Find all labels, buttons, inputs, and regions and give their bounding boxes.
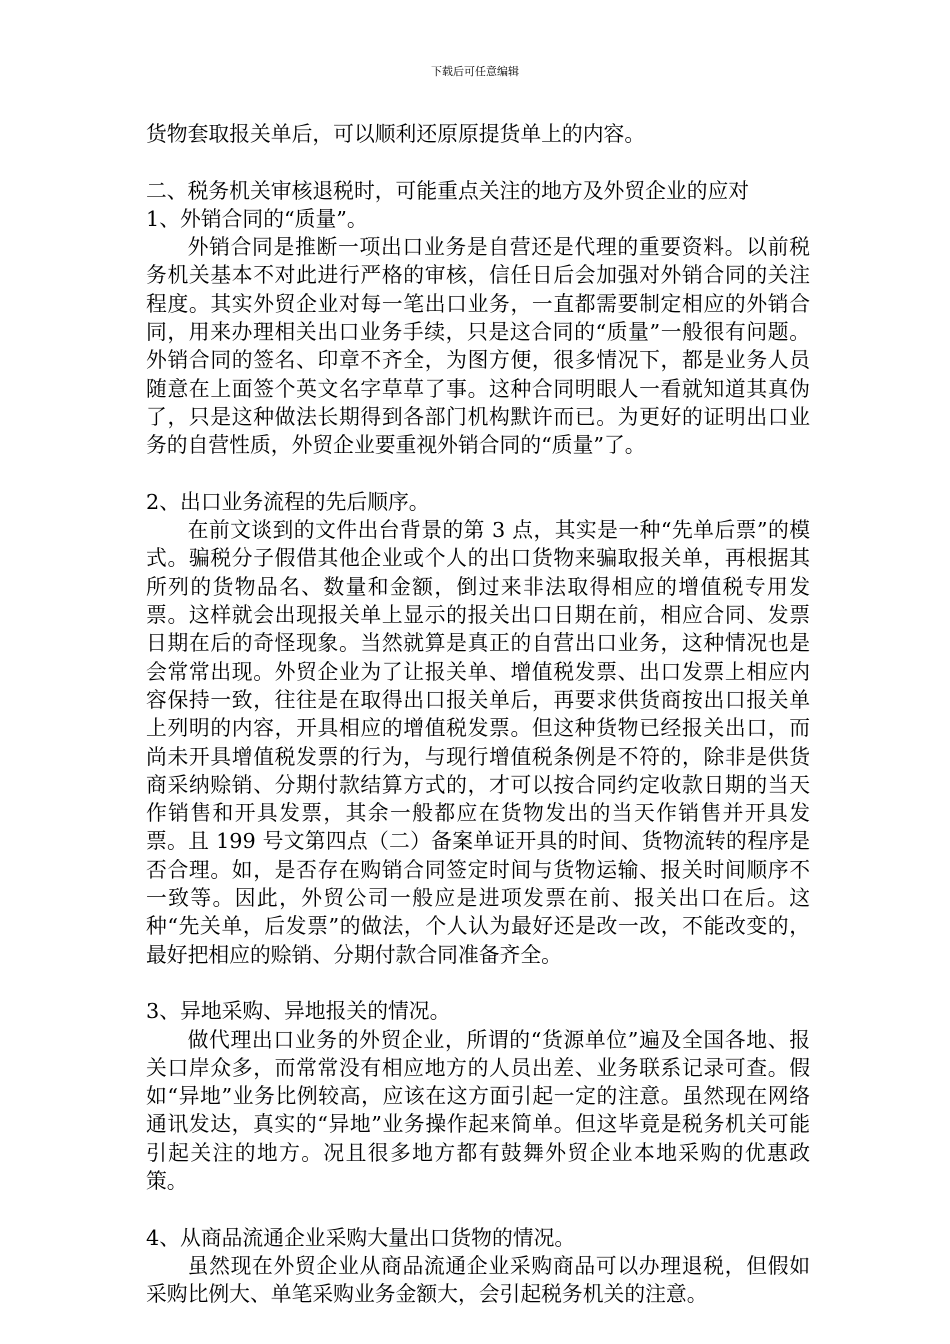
paragraph-2: 在前文谈到的文件出台背景的第 3 点，其实是一种“先单后票”的模式。骗税分子假借其他企业或个人的出口货物来骗取报关单，再根据其所列的货物品名、数量和金额，倒过来非法取得相应的增值税专用发票。这样就会出现报关单上显示的报关出口日期在前，相应合同、发票日期在后的奇怪现象。当然就算是真正的自营出口业务，这种情况也是会常常出现。外贸企业为了让报关单、增值税发票、出口发票上相应内容保持一致，往往是在取得出口报关单后，再要求供货商按出口报关单上列明的内容，开具相应的增值税发票。但这种货物已经报关出口，而尚未开具增值税发票的行为，与现行增值税条例是不符的，除非是供货商采纳赊销、分期付款结算方式的，才可以按合同约定收款日期的当天作销售和开具发票，其余一般都应在货物发出的当天作销售并开具发票。且 199 号文第四点（二）备案单证开具的时间、货物流转的程序是否合理。如，是否存在购销合同签定时间与货物运输、报关时间顺序不一致等。因此，外贸公司一般应是进项发票在前、报关出口在后。这种“先关单，后发票”的做法，个人认为最好还是改一改，不能改变的，最好把相应的赊销、分期付款合同准备齐全。 <box>146 518 810 967</box>
blank-line <box>146 969 810 997</box>
paragraph-4: 虽然现在外贸企业从商品流通企业采购商品可以办理退税，但假如采购比例大、单笔采购业务金额大，会引起税务机关的注意。 <box>146 1253 810 1307</box>
subheading-2: 2、出口业务流程的先后顺序。 <box>146 489 430 514</box>
section-heading: 二、税务机关审核退税时，可能重点关注的地方及外贸企业的应对 <box>146 178 750 203</box>
subheading-3: 3、异地采购、异地报关的情况。 <box>146 999 451 1024</box>
paragraph-continuation: 货物套取报关单后，可以顺利还原原提货单上的内容。 <box>146 122 646 146</box>
blank-line <box>146 148 810 176</box>
blank-line <box>146 1195 810 1223</box>
paragraph-3: 做代理出口业务的外贸企业，所谓的“货源单位”遍及全国各地、报关口岸众多，而常常没有相应地方的人员出差、业务联系记录可查。假如“异地”业务比例较高，应该在这方面引起一定的注意。虽然现在网络通讯发达，真实的“异地”业务操作起来简单。但这毕竟是税务机关可能引起关注的地方。况且很多地方都有鼓舞外贸企业本地采购的优惠政策。 <box>146 1027 810 1193</box>
subheading-4: 4、从商品流通企业采购大量出口货物的情况。 <box>146 1225 576 1250</box>
page-header: 下载后可任意编辑 <box>431 65 519 78</box>
document-body <box>146 120 810 1308</box>
paragraph-1: 外销合同是推断一项出口业务是自营还是代理的重要资料。以前税务机关基本不对此进行严格的审核，信任日后会加强对外销合同的关注程度。其实外贸企业对每一笔出口业务，一直都需要制定相应的外销合同，用来办理相关出口业务手续，只是这合同的“质量”一般很有问题。外销合同的签名、印章不齐全，为图方便，很多情况下，都是业务人员随意在上面签个英文名字草草了事。这种合同明眼人一看就知道其真伪了，只是这种做法长期得到各部门机构默许而已。为更好的证明出口业务的自营性质，外贸企业要重视外销合同的“质量”了。 <box>146 235 810 458</box>
subheading-1: 1、外销合同的“质量”。 <box>146 206 368 231</box>
blank-line <box>146 460 810 488</box>
